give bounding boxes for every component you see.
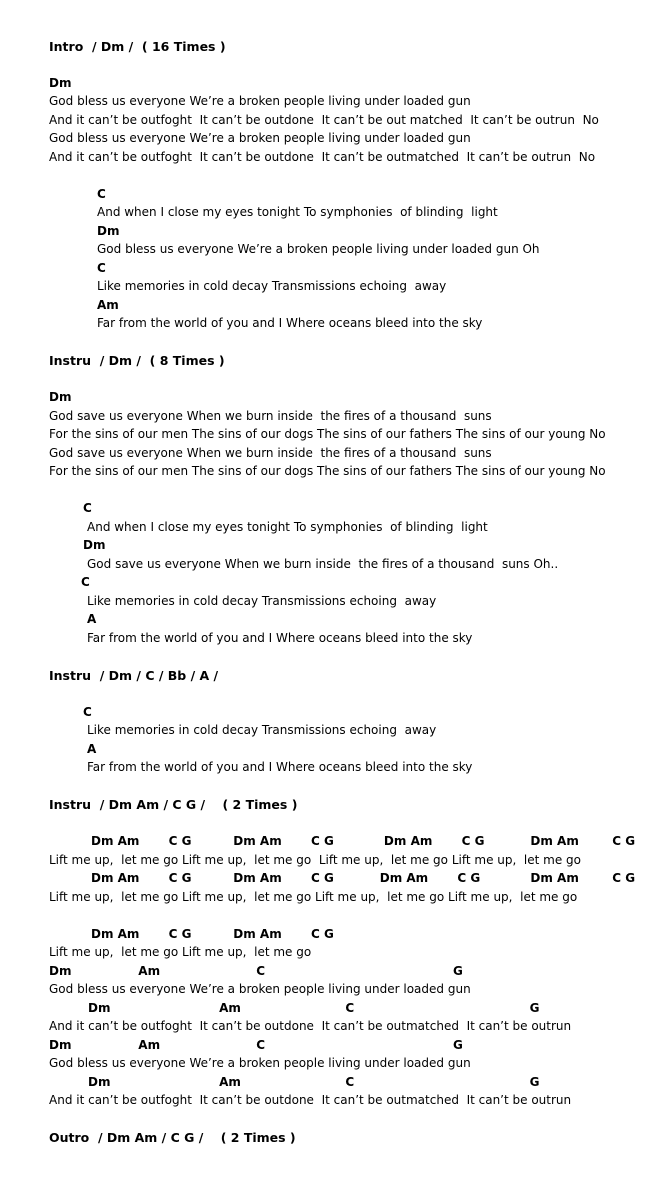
lyric-line: And when I close my eyes tonight To symphonies of blinding light	[87, 520, 488, 534]
chord-label: Dm	[83, 538, 106, 552]
lyric-line: And it can’t be outfoght It can’t be outdone It can’t be outmatched It can’t be outrun	[49, 1019, 572, 1033]
chord-line: Dm Am C G Dm Am C G Dm Am C G Dm Am C G	[91, 871, 636, 885]
lyric-line: God save us everyone When we burn inside the fires of a thousand suns	[49, 409, 492, 423]
chord-label: C	[83, 705, 92, 719]
lyric-line: Like memories in cold decay Transmissions echoing away	[97, 279, 447, 293]
section-instru: Instru / Dm / C / Bb / A /	[49, 668, 219, 683]
chord-label: Dm	[49, 76, 72, 90]
section-outro: Outro / Dm Am / C G / ( 2 Times )	[49, 1130, 296, 1145]
section-intro: Intro / Dm / ( 16 Times )	[49, 39, 226, 54]
lyric-line: And it can’t be outfoght It can’t be outdone It can’t be outmatched It can’t be outrun No	[49, 150, 596, 164]
lyric-line: And it can’t be outfoght It can’t be outdone It can’t be out matched It can’t be outrun No	[49, 113, 599, 127]
lyric-line: And it can’t be outfoght It can’t be outdone It can’t be outmatched It can’t be outrun	[49, 1093, 572, 1107]
chord-label: Am	[97, 298, 119, 312]
lyric-line: Lift me up, let me go Lift me up, let me go	[49, 945, 312, 959]
chord-label: Dm	[49, 390, 72, 404]
section-instru: Instru / Dm / ( 8 Times )	[49, 353, 225, 368]
chord-line: Dm Am C G Dm Am C G	[91, 927, 334, 941]
lyric-line: Far from the world of you and I Where oceans bleed into the sky	[87, 760, 473, 774]
chord-line: Dm Am C G	[49, 1038, 463, 1052]
lyric-line: God bless us everyone We’re a broken people living under loaded gun	[49, 982, 471, 996]
lyric-line: Far from the world of you and I Where oceans bleed into the sky	[97, 316, 483, 330]
lyric-line: God save us everyone When we burn inside the fires of a thousand suns Oh..	[87, 557, 559, 571]
chord-label: A	[87, 612, 97, 626]
lyric-line: Far from the world of you and I Where oceans bleed into the sky	[87, 631, 473, 645]
chord-label: Dm	[97, 224, 120, 238]
chord-label: C	[81, 575, 90, 589]
lyric-line: God bless us everyone We’re a broken people living under loaded gun	[49, 1056, 471, 1070]
chord-label: C	[97, 261, 106, 275]
lyric-line: Like memories in cold decay Transmissions echoing away	[87, 594, 437, 608]
lyric-line: God bless us everyone We’re a broken people living under loaded gun Oh	[97, 242, 540, 256]
chord-label: C	[97, 187, 106, 201]
lyric-line: Lift me up, let me go Lift me up, let me go Lift me up, let me go Lift me up, let me go	[49, 890, 578, 904]
lyric-line: And when I close my eyes tonight To symphonies of blinding light	[97, 205, 498, 219]
chord-label: A	[87, 742, 97, 756]
chord-label: C	[83, 501, 92, 515]
lyric-line: For the sins of our men The sins of our dogs The sins of our fathers The sins of our young No	[49, 464, 606, 478]
chord-line: Dm Am C G Dm Am C G Dm Am C G Dm Am C G	[91, 834, 636, 848]
chord-line: Dm Am C G	[49, 964, 463, 978]
lyric-line: God bless us everyone We’re a broken people living under loaded gun	[49, 94, 471, 108]
lyric-line: God save us everyone When we burn inside the fires of a thousand suns	[49, 446, 492, 460]
section-instru: Instru / Dm Am / C G / ( 2 Times )	[49, 797, 298, 812]
chord-line: Dm Am C G	[88, 1001, 540, 1015]
lyric-line: Like memories in cold decay Transmissions echoing away	[87, 723, 437, 737]
lyric-line: Lift me up, let me go Lift me up, let me go Lift me up, let me go Lift me up, let me go	[49, 853, 582, 867]
chord-line: Dm Am C G	[88, 1075, 540, 1089]
lyric-line: For the sins of our men The sins of our dogs The sins of our fathers The sins of our young No	[49, 427, 606, 441]
lyric-line: God bless us everyone We’re a broken people living under loaded gun	[49, 131, 471, 145]
